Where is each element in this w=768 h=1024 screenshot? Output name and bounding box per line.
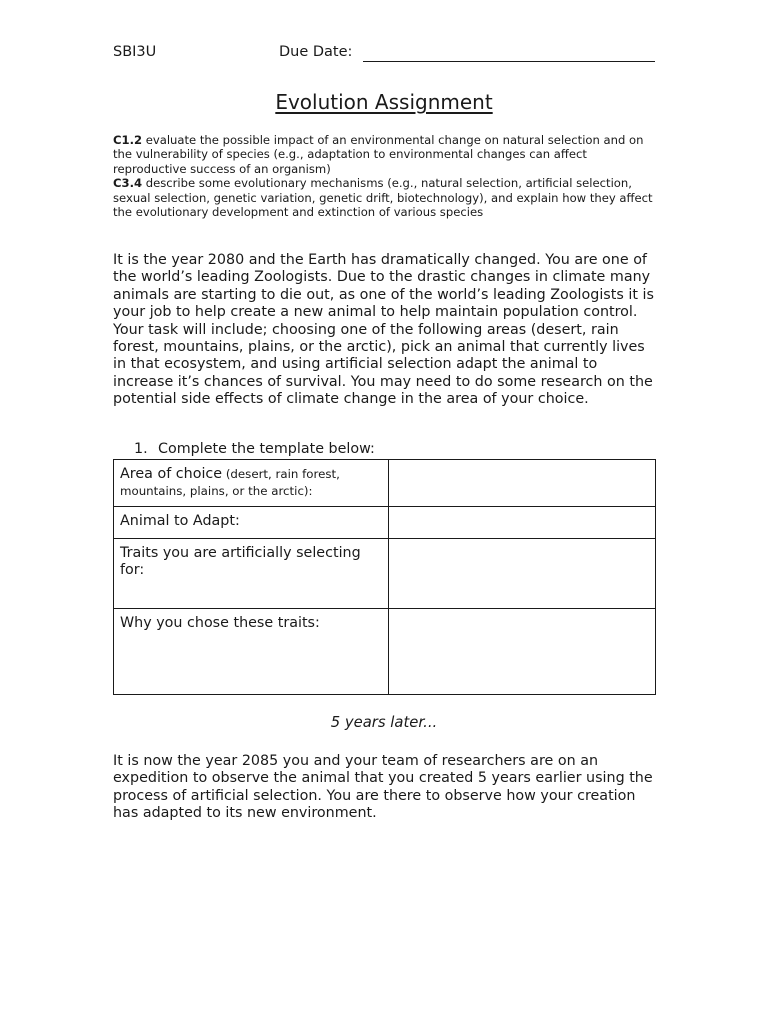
- table-row: [114, 460, 656, 507]
- header: [113, 44, 658, 66]
- course-code: SBI3U: [113, 44, 157, 60]
- table-row: [114, 539, 656, 609]
- due-date-label: Due Date:: [279, 44, 353, 60]
- traits-label-cell: [114, 539, 389, 609]
- traits-label: Traits you are artificially selecting for:: [120, 545, 361, 578]
- instruction-text: Complete the template below:: [158, 441, 375, 457]
- expectation-c1-2: [113, 133, 661, 176]
- intro-paragraph: It is the year 2080 and the Earth has dramatically changed. You are one of the world’s leading Zoologists. Due to the drastic changes in climate many animals are starting to die out, as one of the world’s leading Zoologists it is your job to help create a new animal to help maintain population control. Your task will include; choosing one of the following areas (desert, rain forest, mountains, plains, or the arctic), pick an animal that currently lives in that ecosystem, and using artificial selection adapt the animal to increase it’s chances of survival. You may need to do some research on the potential side effects of climate change in the area of your choice.: [113, 252, 654, 408]
- instruction-number: 1.: [134, 441, 148, 457]
- template-table: [113, 459, 656, 695]
- curriculum-expectations: [113, 133, 661, 219]
- area-of-choice-hint: (desert, rain forest, mountains, plains, or the arctic):: [120, 467, 340, 498]
- animal-to-adapt-label: Animal to Adapt:: [120, 513, 240, 529]
- area-of-choice-label: Area of choice: [120, 466, 223, 482]
- why-traits-label-cell: [114, 609, 389, 695]
- table-row: [114, 609, 656, 695]
- traits-answer-cell[interactable]: [389, 539, 656, 609]
- page-title: Evolution Assignment: [275, 90, 493, 114]
- why-traits-label: Why you chose these traits:: [120, 615, 320, 631]
- expectation-text: describe some evolutionary mechanisms (e.g., natural selection, artificial selection, sexual selection, genetic variation, genetic drift, biotechnology), and explain how they affect the evolutionary development and extinction of various species: [113, 176, 653, 220]
- expectation-code: C1.2: [113, 133, 143, 147]
- five-years-later-heading: 5 years later...: [330, 714, 438, 731]
- table-row: [114, 507, 656, 539]
- expectation-c3-4: [113, 176, 661, 219]
- expectation-text: evaluate the possible impact of an environmental change on natural selection and on the vulnerability of species (e.g., adaptation to environmental changes can affect reproductive success of an organism): [113, 133, 644, 176]
- animal-to-adapt-answer-cell[interactable]: [389, 507, 656, 539]
- area-of-choice-answer-cell[interactable]: [389, 460, 656, 507]
- area-of-choice-label-cell: [114, 460, 389, 507]
- expectation-code: C3.4: [113, 176, 143, 191]
- why-traits-answer-cell[interactable]: [389, 609, 656, 695]
- outro-paragraph: It is now the year 2085 you and your team of researchers are on an expedition to observe the animal that you created 5 years earlier using the process of artificial selection. You are there to observe how your creation has adapted to its new environment.: [113, 753, 653, 822]
- animal-to-adapt-label-cell: [114, 507, 389, 539]
- instruction-step: [134, 441, 375, 457]
- due-date-blank-line[interactable]: [363, 61, 655, 62]
